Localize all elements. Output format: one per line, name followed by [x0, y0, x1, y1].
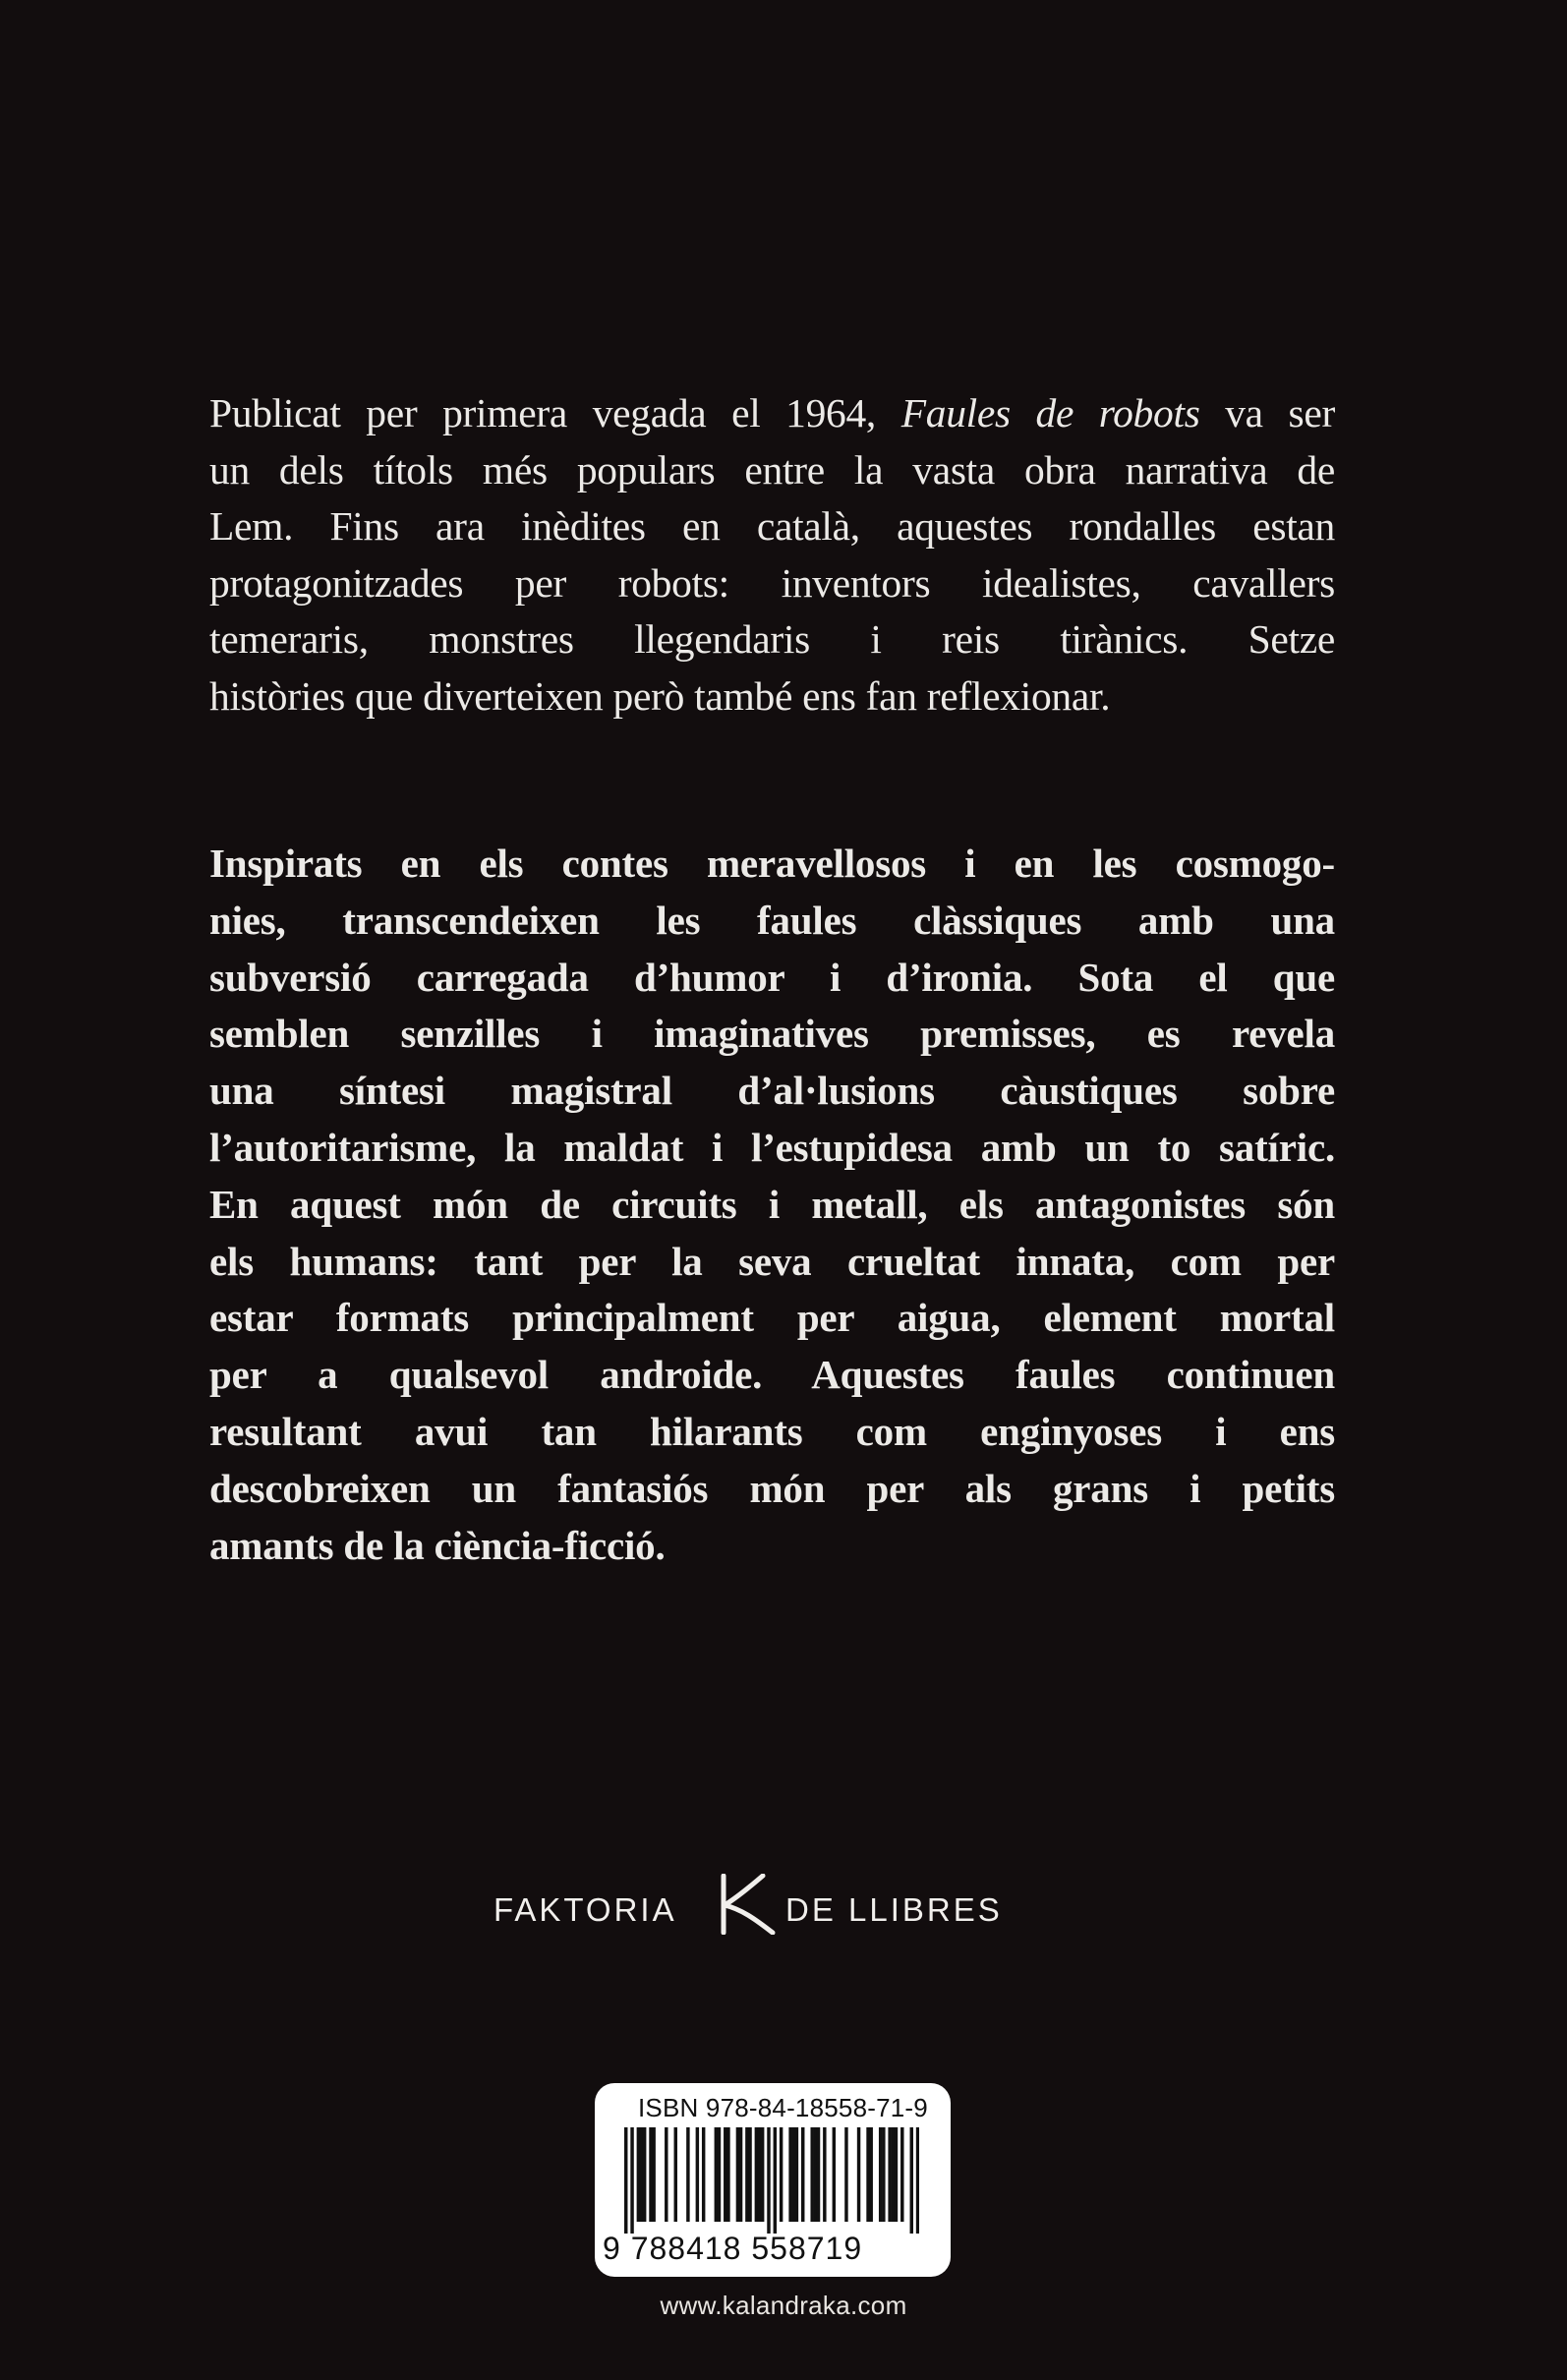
barcode-bar	[724, 2127, 726, 2222]
barcode-bar	[665, 2127, 667, 2222]
barcode-bar	[674, 2127, 677, 2222]
barcode-bar	[788, 2127, 791, 2222]
barcode-bar	[758, 2127, 761, 2222]
logo-word-faktoria: FAKTORIA	[493, 1891, 677, 1928]
isbn-barcode-panel	[595, 2083, 951, 2277]
synopsis-line: per a qualsevol androide. Aquestes faules continuen	[209, 1352, 1335, 1398]
line-text: Publicat per primera vegada el 1964,	[209, 390, 901, 435]
barcode-bar	[869, 2127, 872, 2222]
synopsis-line: semblen senzilles i imaginatives premisses, es revela	[209, 1011, 1335, 1057]
publisher-website: www.kalandraka.com	[660, 2291, 907, 2320]
synopsis-line: subversió carregada d’humor i d’ironia. Sota el que	[209, 954, 1335, 1000]
barcode-bar	[888, 2127, 891, 2222]
barcode-bar	[900, 2127, 903, 2222]
synopsis-line	[209, 385, 1335, 442]
synopsis-line: protagonitzades per robots: inventors idealistes, cavallers	[209, 559, 1335, 606]
synopsis-line: un dels títols més populars entre la vasta obra narrativa de	[209, 446, 1335, 493]
book-title-italic: Faules de robots	[900, 390, 1200, 435]
publisher-logo	[493, 1874, 1103, 1933]
barcode-bar	[814, 2127, 817, 2222]
synopsis-line: estar formats principalment per aigua, element mortal	[209, 1295, 1335, 1341]
barcode-bars	[624, 2127, 919, 2234]
logo-k-letter-icon	[716, 1874, 779, 1935]
synopsis-line: resultant avui tan hilarants com enginyoses i ens	[209, 1408, 1335, 1454]
logo-words-de-llibres: DE LLIBRES	[785, 1891, 1003, 1928]
synopsis-paragraph-2	[209, 836, 1335, 1574]
barcode-bar	[780, 2127, 783, 2222]
synopsis-line: descobreixen un fantasiós món per als grans i petits	[209, 1465, 1335, 1511]
synopsis-paragraph-1	[209, 385, 1335, 725]
barcode-bar	[817, 2127, 820, 2222]
barcode-bar	[748, 2127, 751, 2222]
barcode-bar	[857, 2127, 860, 2222]
line-text: va ser	[1199, 390, 1335, 435]
barcode-bar	[755, 2127, 758, 2222]
barcode-bar	[640, 2127, 643, 2222]
barcode-bar	[726, 2127, 729, 2222]
barcode-bar	[801, 2127, 804, 2222]
barcode-bar	[643, 2127, 646, 2222]
barcode-bar	[892, 2127, 895, 2222]
barcode-bar	[879, 2127, 882, 2222]
barcode-digits: 9 788418 558719	[603, 2231, 863, 2266]
barcode-bar	[761, 2127, 764, 2222]
barcode-bar	[916, 2127, 919, 2234]
barcode-bar	[810, 2127, 813, 2222]
barcode-bar	[895, 2127, 898, 2222]
barcode-bar	[736, 2127, 739, 2222]
synopsis-line: l’autoritarisme, la maldat i l’estupidesa amb un to satíric.	[209, 1124, 1335, 1170]
synopsis-line: amants de la ciència-ficció.	[209, 1522, 666, 1568]
barcode-bar	[652, 2127, 655, 2222]
barcode-bar	[718, 2127, 721, 2222]
synopsis-line: Inspirats en els contes meravellosos i en les cosmogo-	[209, 841, 1335, 886]
barcode-bar	[696, 2127, 699, 2222]
barcode-bar	[792, 2127, 795, 2222]
synopsis-line: històries que diverteixen però també ens fan reflexionar.	[209, 672, 1111, 719]
barcode-bar	[630, 2127, 633, 2234]
synopsis-line: temeraris, monstres llegendaris i reis tirànics. Setze	[209, 616, 1335, 662]
barcode-bar	[866, 2127, 869, 2222]
synopsis-line: nies, transcendeixen les faules clàssiques amb una	[209, 897, 1335, 943]
synopsis-line: Lem. Fins ara inèdites en català, aquestes rondalles estan	[209, 503, 1335, 549]
barcode-bar	[882, 2127, 885, 2222]
barcode-bar	[774, 2127, 777, 2234]
barcode-bar	[910, 2127, 913, 2234]
barcode-bar	[823, 2127, 826, 2222]
synopsis-line: una síntesi magistral d’al·lusions càustiques sobre	[209, 1068, 1335, 1114]
barcode-bar	[844, 2127, 847, 2222]
barcode-bar	[795, 2127, 798, 2222]
synopsis-line: els humans: tant per la seva crueltat innata, com per	[209, 1238, 1335, 1284]
barcode-bar	[739, 2127, 742, 2222]
barcode-bar	[715, 2127, 718, 2222]
barcode-bar	[686, 2127, 689, 2222]
barcode-bar	[637, 2127, 640, 2222]
barcode-bar	[702, 2127, 705, 2222]
isbn-number: ISBN 978-84-18558-71-9	[638, 2093, 928, 2122]
barcode-bar	[649, 2127, 652, 2222]
barcode-bar	[745, 2127, 748, 2222]
barcode-bar	[767, 2127, 770, 2234]
barcode-bar	[624, 2127, 627, 2234]
barcode-bar	[833, 2127, 836, 2222]
synopsis-line: En aquest món de circuits i metall, els antagonistes són	[209, 1181, 1335, 1227]
